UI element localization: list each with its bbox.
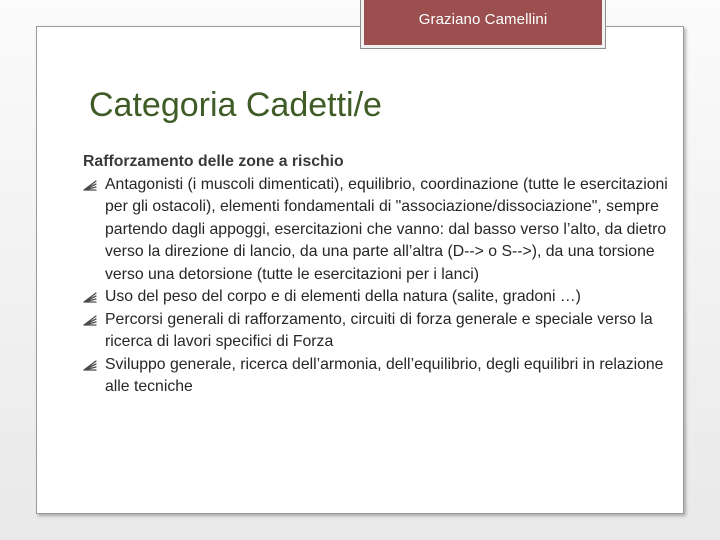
bullet-item xyxy=(83,354,673,399)
bullet-item xyxy=(83,309,673,354)
slide-content xyxy=(83,151,673,399)
section-subheading: Rafforzamento delle zone a rischio xyxy=(83,153,344,170)
bullet-item xyxy=(83,174,673,287)
bullet-list xyxy=(83,174,673,399)
bullet-text: Sviluppo generale, ricerca dell’armonia, dell’equilibrio, degli equilibri in relazione alle tecniche xyxy=(105,355,664,395)
bullet-item xyxy=(83,286,673,309)
fan-bullet-icon xyxy=(83,180,97,191)
fan-bullet-icon xyxy=(83,360,97,371)
author-tab xyxy=(361,0,605,48)
bullet-text: Antagonisti (i muscoli dimenticati), equilibrio, coordinazione (tutte le esercitazioni per gli ostacoli), elementi fondamentali di "associazione/dissociazione", sempre partendo dagli appoggi, esercitazioni che vanno: dal basso verso l’alto, da dietro verso la direzione di lancio, da una parte all’altra (D--> o S-->), da una torsione verso una detorsione (tutte le esercitazioni per i lanci) xyxy=(105,175,668,283)
fan-bullet-icon xyxy=(83,292,97,303)
author-name: Graziano Camellini xyxy=(418,11,548,28)
slide-title: Categoria Cadetti/e xyxy=(89,86,382,124)
fan-bullet-icon xyxy=(83,315,97,326)
bullet-text: Percorsi generali di rafforzamento, circuiti di forza generale e speciale verso la ricerca di lavori specifici di Forza xyxy=(105,310,653,350)
bullet-text: Uso del peso del corpo e di elementi della natura (salite, gradoni …) xyxy=(105,288,581,305)
